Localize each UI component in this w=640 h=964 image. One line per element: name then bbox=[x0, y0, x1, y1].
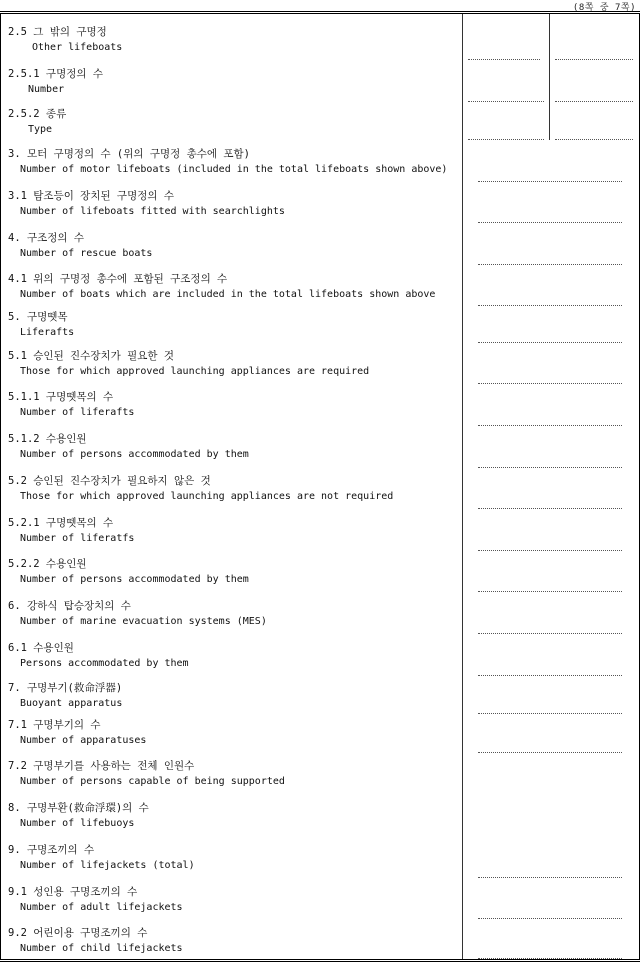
item-8: 8. 구명부환(救命浮環)의 수 Number of lifebuoys bbox=[8, 802, 149, 829]
column-divider-left bbox=[462, 14, 463, 959]
item-6: 6. 강하식 탑승장치의 수 Number of marine evacuation systems (MES) bbox=[8, 600, 267, 627]
answer-line[interactable] bbox=[478, 633, 622, 634]
item-9-1: 9.1 성인용 구명조끼의 수 Number of adult lifejackets bbox=[8, 886, 183, 913]
answer-line[interactable] bbox=[478, 675, 622, 676]
answer-line[interactable] bbox=[478, 467, 622, 468]
answer-line[interactable] bbox=[555, 139, 633, 140]
answer-line[interactable] bbox=[478, 181, 622, 182]
answer-line[interactable] bbox=[478, 918, 622, 919]
item-4-1: 4.1 위의 구명정 총수에 포함된 구조정의 수 Number of boats which are included in the total lifeboats shown above bbox=[8, 273, 436, 300]
column-divider-right bbox=[549, 14, 550, 140]
item-2-5: 2.5 그 밖의 구명정 Other lifeboats bbox=[8, 26, 123, 53]
answer-line[interactable] bbox=[468, 59, 540, 60]
answer-line[interactable] bbox=[555, 59, 633, 60]
item-5-1-1: 5.1.1 구명뗏목의 수 Number of liferafts bbox=[8, 391, 135, 418]
answer-line[interactable] bbox=[468, 139, 544, 140]
item-7-2: 7.2 구명부기를 사용하는 전체 인원수 Number of persons capable of being supported bbox=[8, 760, 285, 787]
answer-line[interactable] bbox=[478, 342, 622, 343]
answer-line[interactable] bbox=[478, 877, 622, 878]
item-4: 4. 구조정의 수 Number of rescue boats bbox=[8, 232, 153, 259]
item-3: 3. 모터 구명정의 수 (위의 구명정 총수에 포함) Number of motor lifeboats (included in the total lifeboats shown above) bbox=[8, 148, 448, 175]
answer-line[interactable] bbox=[478, 425, 622, 426]
item-3-1: 3.1 탐조등이 장치된 구명정의 수 Number of lifeboats fitted with searchlights bbox=[8, 190, 285, 217]
page-number: (8쪽 중 7쪽) bbox=[572, 3, 636, 13]
top-rule bbox=[0, 11, 640, 12]
answer-line[interactable] bbox=[478, 264, 622, 265]
item-5-2-1: 5.2.1 구명뗏목의 수 Number of liferatfs bbox=[8, 517, 135, 544]
answer-line[interactable] bbox=[478, 305, 622, 306]
answer-line[interactable] bbox=[478, 713, 622, 714]
answer-line[interactable] bbox=[478, 508, 622, 509]
answer-line[interactable] bbox=[478, 958, 622, 959]
answer-line[interactable] bbox=[478, 591, 622, 592]
answer-line[interactable] bbox=[555, 101, 633, 102]
item-5-1: 5.1 승인된 진수장치가 필요한 것 Those for which approved launching appliances are required bbox=[8, 350, 370, 377]
answer-line[interactable] bbox=[478, 383, 622, 384]
item-9: 9. 구명조끼의 수 Number of lifejackets (total) bbox=[8, 844, 195, 871]
item-9-2: 9.2 어린이용 구명조끼의 수 Number of child lifejackets bbox=[8, 927, 183, 954]
item-5: 5. 구명뗏목 Liferafts bbox=[8, 311, 75, 338]
item-2-5-2: 2.5.2 종류 Type bbox=[8, 108, 67, 135]
answer-line[interactable] bbox=[468, 101, 544, 102]
item-6-1: 6.1 수용인원 Persons accommodated by them bbox=[8, 642, 189, 669]
item-7: 7. 구명부기(救命浮器) Buoyant apparatus bbox=[8, 682, 123, 709]
item-5-2: 5.2 승인된 진수장치가 필요하지 않은 것 Those for which approved launching appliances are not required bbox=[8, 475, 394, 502]
item-2-5-1: 2.5.1 구명정의 수 Number bbox=[8, 68, 103, 95]
answer-line[interactable] bbox=[478, 752, 622, 753]
item-5-1-2: 5.1.2 수용인원 Number of persons accommodated by them bbox=[8, 433, 249, 460]
item-5-2-2: 5.2.2 수용인원 Number of persons accommodated by them bbox=[8, 558, 249, 585]
item-7-1: 7.1 구명부기의 수 Number of apparatuses bbox=[8, 719, 147, 746]
bottom-rule bbox=[0, 961, 640, 962]
answer-line[interactable] bbox=[478, 222, 622, 223]
answer-line[interactable] bbox=[478, 550, 622, 551]
